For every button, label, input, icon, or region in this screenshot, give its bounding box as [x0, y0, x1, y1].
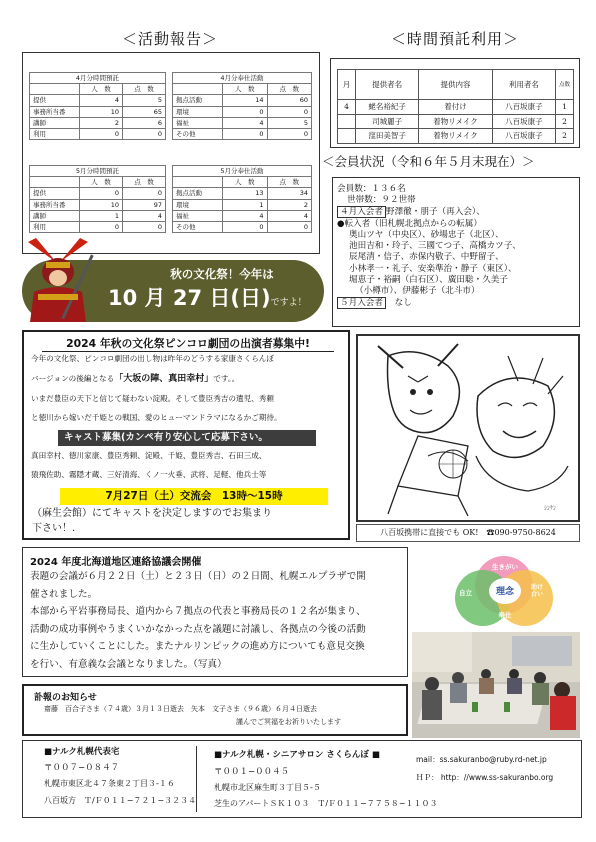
header-points: 点 数	[123, 177, 166, 188]
header-people: 人 数	[80, 84, 123, 95]
april-names: 野澤徹・朋子（再入会）、	[385, 207, 485, 217]
logo-top-text: 生きがい	[492, 563, 518, 571]
theater-paragraph-line: 今年の文化祭、ピンコロ劇団の出し物は昨年のどうする家康さくらんぼ	[31, 354, 274, 363]
april-new-members	[337, 207, 485, 218]
hokkaido-line: 催されました。	[30, 588, 98, 600]
household-count: 世帯数：９２世帯	[347, 195, 416, 205]
members-box	[332, 177, 580, 327]
meeting-text: （麻生会館）にてキャストを決定しますのでお集まり	[32, 508, 272, 519]
festival-line1: 秋の文化祭！今年は	[170, 267, 274, 281]
obituary-line: 謹んでご冥福をお祈りいたします	[236, 718, 341, 726]
transfer-line: 小林孝一・礼子、安楽準治・静子（東区）、	[349, 264, 517, 274]
table-deposit-may	[29, 165, 166, 233]
theater-text: です。。	[213, 374, 240, 383]
header-month: 月	[338, 70, 356, 100]
table-volunteer-april	[172, 72, 312, 140]
festival-date-row	[108, 282, 318, 312]
footer-right-address: 札幌市北区麻生町３丁目５-５	[214, 783, 321, 792]
members-title: ＜会員状況（令和６年５月末現在）＞	[322, 154, 535, 169]
logo-left-text: 自立	[459, 589, 472, 597]
activity-box	[22, 52, 320, 254]
table-row: 福祉 4 4	[173, 210, 312, 221]
table-row: 講師 2 6	[30, 117, 166, 128]
header-points: 点数	[556, 70, 574, 100]
obituary-title: 訃報のお知らせ	[34, 693, 97, 703]
roles-line: 猿飛佐助、霧隠才蔵、三好清海、くノ一火垂、武将、足軽、他兵士等	[31, 470, 267, 479]
transfer-line: 辰尾清・信子、赤保内敬子、中野留子、	[349, 252, 504, 262]
roles-line: 真田幸村、徳川家康、豊臣秀頼、淀殿、千姫、豊臣秀吉、石田三成、	[31, 451, 267, 460]
transfer-label: ●転入者（旧札幌北拠点からの転属）	[337, 219, 482, 229]
header-people: 人 数	[223, 84, 268, 95]
time-deposit-table	[337, 69, 574, 144]
footer-left-zip: 〒００７−０８４７	[44, 763, 120, 773]
header-points: 点 数	[267, 84, 312, 95]
footer-right-tel: 芝生のアパートＳＫ１０３ Ｔ/Ｆ０１１−７７５８−１１０３	[214, 799, 438, 808]
header-provider: 提供者名	[356, 70, 419, 100]
table-row: 拠点活動 14 60	[173, 95, 312, 106]
table-row: 提供 0 0	[30, 188, 166, 199]
footer-right-zip: 〒００１−００４５	[214, 767, 290, 777]
table-row: 事務所当番 10 65	[30, 106, 166, 117]
may-label: ５月入会者	[337, 297, 386, 309]
theater-text: バージョンの後編となる	[31, 374, 115, 383]
table-row: 利用 0 0	[30, 128, 166, 139]
table-deposit-april	[29, 72, 166, 140]
footer-left-tel: 八百坂方 Ｔ/Ｆ０１１−７２１−３２３４	[44, 796, 197, 805]
hokkaido-line: に生かしていくことにした。またナルリンピックの進め方についても意見交換	[30, 641, 365, 653]
table-row: 4 蛯名裕紀子 着付け 八百坂康子 1	[338, 100, 574, 115]
theater-title: 2024 年秋の文化祭ピンコロ劇団の出演者募集中!	[42, 336, 334, 352]
logo-center-text: 理念	[495, 587, 514, 597]
table-row: 環境 0 0	[173, 106, 312, 117]
may-names: なし	[394, 298, 412, 308]
footer-right-title: ■ナルク札幌・シニアサロン さくらんぼ ■	[214, 750, 380, 760]
header-content: 提供内容	[419, 70, 493, 100]
table-row: 窪田美智子 着物リメイク 八百坂康子 2	[338, 129, 574, 144]
samurai-sketch-image	[358, 336, 578, 520]
member-count: 会員数：１３６名	[337, 184, 406, 194]
meeting-highlight: 7月27日（土）交流会 13時〜15時	[60, 488, 328, 505]
time-deposit-box	[330, 58, 580, 148]
table-title: 4月分奉仕活動	[173, 73, 312, 84]
festival-date: 10 月 27 日(日)	[108, 286, 271, 310]
logo-bottom-text: 奉仕	[498, 611, 512, 619]
transfer-line: （小樽市）、伊藤彬子（北斗市）	[355, 286, 480, 296]
meeting-text: 下さい！.	[32, 523, 76, 534]
philosophy-logo	[455, 556, 555, 626]
time-deposit-title: ＜時間預託利用＞	[390, 30, 519, 48]
table-row: 利用 0 0	[30, 221, 166, 232]
theater-paragraph-line: いまだ豊臣の天下と信じて疑わない淀殿。そして豊臣秀吉の遺児、秀頼	[31, 394, 274, 403]
hokkaido-line: 表題の会議が６月２２日（土）と２３日（日）の２日間、札幌エルプラザで開	[30, 571, 366, 582]
table-row: 司城麗子 着物リメイク 八百坂康子 2	[338, 114, 574, 129]
may-new-members	[337, 298, 412, 309]
table-volunteer-may	[172, 165, 312, 233]
transfer-line: 奥山ツヤ（中央区）、砂場忠子（北区）、	[349, 230, 504, 240]
table-row: 講師 1 4	[30, 210, 166, 221]
hokkaido-line: 活動の成功事例やうまくいかなかった点を議題に討議し、各拠点の今後の活動	[30, 623, 366, 635]
april-label: ４月入会者	[337, 206, 386, 218]
table-row: 提供 4 5	[30, 95, 166, 106]
meeting-photo	[412, 632, 580, 738]
table-row: 福祉 4 5	[173, 117, 312, 128]
theater-paragraph-line	[31, 372, 239, 387]
svg-text:ｼﾝｹﾝ: ｼﾝｹﾝ	[544, 505, 557, 512]
table-row: 環境 1 2	[173, 199, 312, 210]
festival-suffix: ですよ！	[270, 298, 307, 308]
theater-paragraph-line: と徳川から嫁いだ千姫との戦国、愛のヒューマンドラマになるかご期待。	[31, 413, 282, 422]
table-row: 事務所当番 10 97	[30, 199, 166, 210]
meeting-photo-image	[412, 632, 580, 738]
hokkaido-body	[30, 568, 366, 674]
header-people: 人 数	[80, 177, 123, 188]
hokkaido-title: 2024 年度北海道地区連絡協議会開催	[30, 557, 202, 568]
obituary-line: 齋藤 百合子さま（７４歳）３月１３日逝去 矢本 文子さま（９６歳）６月４日逝去	[44, 705, 317, 713]
illustration-frame	[356, 334, 580, 522]
table-title: 5月分時間預託	[30, 166, 166, 177]
header-points: 点 数	[123, 84, 166, 95]
footer-mail: mail：ss.sakuranbo@ruby.rd-net.jp	[416, 755, 547, 764]
cast-banner: キャスト募集(カンペ有り安心して応募下さい。	[58, 430, 316, 446]
table-row: その他 0 0	[173, 221, 312, 232]
header-user: 利用者名	[492, 70, 555, 100]
table-row: 拠点活動 13 34	[173, 188, 312, 199]
table-row: その他 0 0	[173, 128, 312, 139]
transfer-line: 堀恵子・裕嗣（白石区）、廣田聡・久美子	[349, 275, 508, 285]
header-people: 人 数	[223, 177, 268, 188]
footer-left-address: 札幌市東区北４７条東２丁目３-１６	[44, 779, 175, 788]
play-title: 「大坂の陣、真田幸村」	[114, 374, 214, 384]
footer-homepage: ＨＰ： http：//www.ss-sakuranbo.org	[416, 773, 554, 782]
header-points: 点 数	[267, 177, 312, 188]
hokkaido-line: を行い、有意義な会議となりました。（写真）	[30, 658, 227, 670]
activity-title: ＜活動報告＞	[121, 30, 218, 48]
transfer-line: 池田吉和・玲子、三國てつ子、高橋カツ子、	[349, 241, 521, 251]
samurai-illustration	[18, 232, 98, 328]
contact-info: 八百坂携帯に直接でも OK! ☎090-9750-8624	[356, 524, 580, 542]
table-title: 5月分奉仕活動	[173, 166, 312, 177]
footer-left-title: ■ナルク札幌代表宅	[44, 747, 120, 757]
table-title: 4月分時間預託	[30, 73, 166, 84]
footer-divider	[196, 746, 197, 812]
logo-right-text: 助け合い	[531, 584, 544, 598]
hokkaido-line: 本部から平岩事務局長、道内から７拠点の代表と事務局長の１２名が集まり、	[30, 606, 366, 618]
